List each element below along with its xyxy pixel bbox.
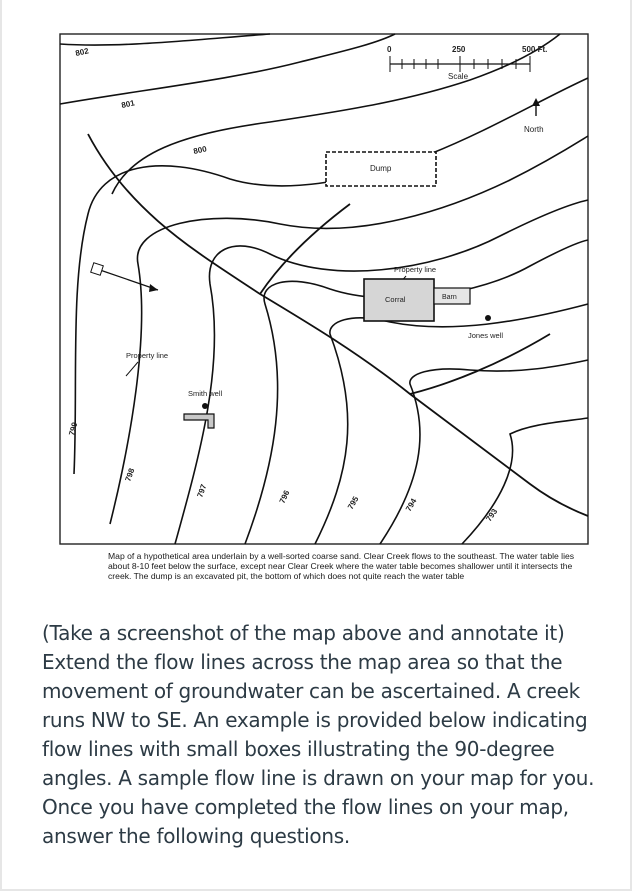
contour-label-797: 797: [195, 483, 209, 499]
dump: [326, 152, 436, 186]
smith-building: [184, 414, 214, 428]
contour-label-795: 795: [345, 494, 361, 511]
scale-tick-0: 0: [387, 45, 392, 54]
barn: [434, 288, 470, 304]
corral-label: Corral: [385, 295, 406, 304]
creek-tributary-east: [410, 334, 550, 394]
jones-well-label: Jones well: [468, 331, 504, 340]
clear-creek: [88, 134, 588, 516]
dump-label: Dump: [370, 164, 392, 173]
barn-label: Barn: [442, 294, 457, 301]
smith-well-label: Smith well: [188, 389, 223, 398]
scale-label: Scale: [448, 72, 469, 81]
smith-well-icon: [202, 403, 208, 409]
contour-label-794: 794: [403, 496, 419, 513]
north-label: North: [524, 125, 544, 134]
property-line-label-top: Property line: [394, 265, 437, 274]
contour-label-801: 801: [120, 98, 136, 110]
creek-tributary-north: [260, 204, 350, 294]
map-svg: [30, 4, 600, 600]
scale-tick-250: 250: [452, 45, 466, 54]
scale-bar: [387, 45, 547, 81]
north-arrow: [524, 98, 544, 134]
property-line-pointer-left: [126, 362, 138, 376]
contour-label-793: 793: [484, 507, 500, 524]
contour-798: [110, 136, 588, 524]
contour-label-796: 796: [277, 488, 292, 505]
contour-794: [380, 360, 588, 544]
scale-tick-500: 500 Ft.: [522, 45, 548, 54]
contour-label-799: 799: [67, 421, 80, 437]
jones-well-icon: [485, 315, 491, 321]
sample-flow-line: [91, 263, 158, 292]
instructions-text: (Take a screenshot of the map above and annotate it) Extend the flow lines across the map area so that the movement of groundwater can be ascertained. A creek runs NW to SE. An example is provided below indicating flow lines with small boxes illustrating the 90-degree angles. A sample flow line is drawn on your map for you. Once you have completed the flow lines on your map, answer the following questions.: [42, 621, 595, 848]
creek-main: [88, 134, 588, 516]
contour-802: [60, 34, 270, 45]
corral: [364, 279, 434, 321]
contour-label-798: 798: [123, 467, 137, 483]
contour-label-800: 800: [192, 144, 208, 156]
groundwater-map: [30, 4, 600, 600]
contour-label-802: 802: [74, 46, 90, 58]
map-caption: Map of a hypothetical area underlain by a well-sorted coarse sand. Clear Creek flows to the southeast. The water table lies about 8-10 feet below the surface, except near Clear Creek where the water table becomes shallower until it intersects the creek. The dump is an excavated pit, the bottom of which does not quite reach the water table: [108, 551, 575, 582]
property-line-label-left: Property line: [126, 351, 169, 360]
